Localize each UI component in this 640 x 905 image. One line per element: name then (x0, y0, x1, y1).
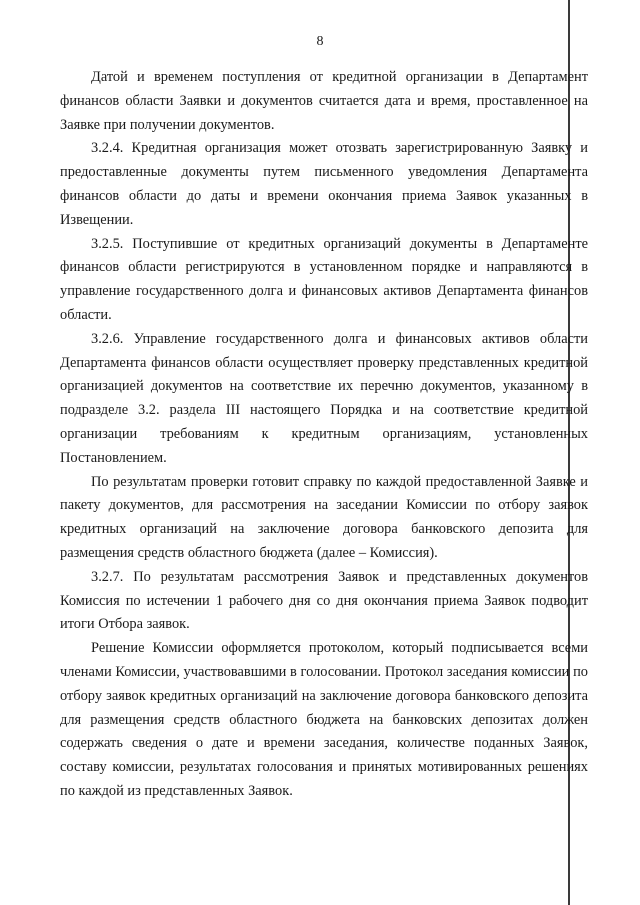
paragraph-check-results: По результатам проверки готовит справку по каждой предоставленной Заявке и пакету документов, для рассмотрения на заседании Комиссии по отбору заявок кредитных организаций на заключение договора банковского депозита для размещения средств областного бюджета (далее – Комиссия). (60, 473, 588, 561)
paragraph-3-2-6: 3.2.6. Управление государственного долга и финансовых активов области Департамента финансов области осуществляет проверку представленных кредитной организацией документов на соответствие их перечню документов, указанному в подразделе 3.2. раздела III настоящего Порядка и на соответствие кредитной организации требованиям к кредитным организациям, установленных Постановлением. (60, 330, 588, 466)
paragraph-3-2-4: 3.2.4. Кредитная организация может отозвать зарегистрированную Заявку и предоставленные документы путем письменного уведомления Департамента финансов области до даты и времени окончания приема Заявок указанных в Извещении. (60, 140, 588, 228)
paragraph-commission-decision: Решение Комиссии оформляется протоколом, который подписывается всеми членами Комиссии, участвовавшими в голосовании. Протокол заседания комиссии по отбору заявок кредитных организаций на заключение договора банковского депозита для размещения средств областного бюджета на банковских депозитах должен содержать сведения о дате и времени заседания, количестве поданных Заявок, составу комиссии, результатах голосования и принятых мотивированных решениях по каждой из представленных Заявок. (60, 640, 588, 799)
document-body (60, 66, 588, 804)
paragraph-3-2-7: 3.2.7. По результатам рассмотрения Заявок и представленных документов Комиссия по истечении 1 рабочего дня со дня окончания приема Заявок подводит итоги Отбора заявок. (60, 568, 588, 633)
paragraph-receipt-date: Датой и временем поступления от кредитной организации в Департамент финансов области Заявки и документов считается дата и время, проставленное на Заявке при получении документов. (60, 69, 588, 133)
paragraph-3-2-5: 3.2.5. Поступившие от кредитных организаций документы в Департаменте финансов области регистрируются в установленном порядке и направляются в управление государственного долга и финансовых активов Департамента финансов области. (60, 235, 588, 323)
page-number: 8 (316, 34, 324, 49)
